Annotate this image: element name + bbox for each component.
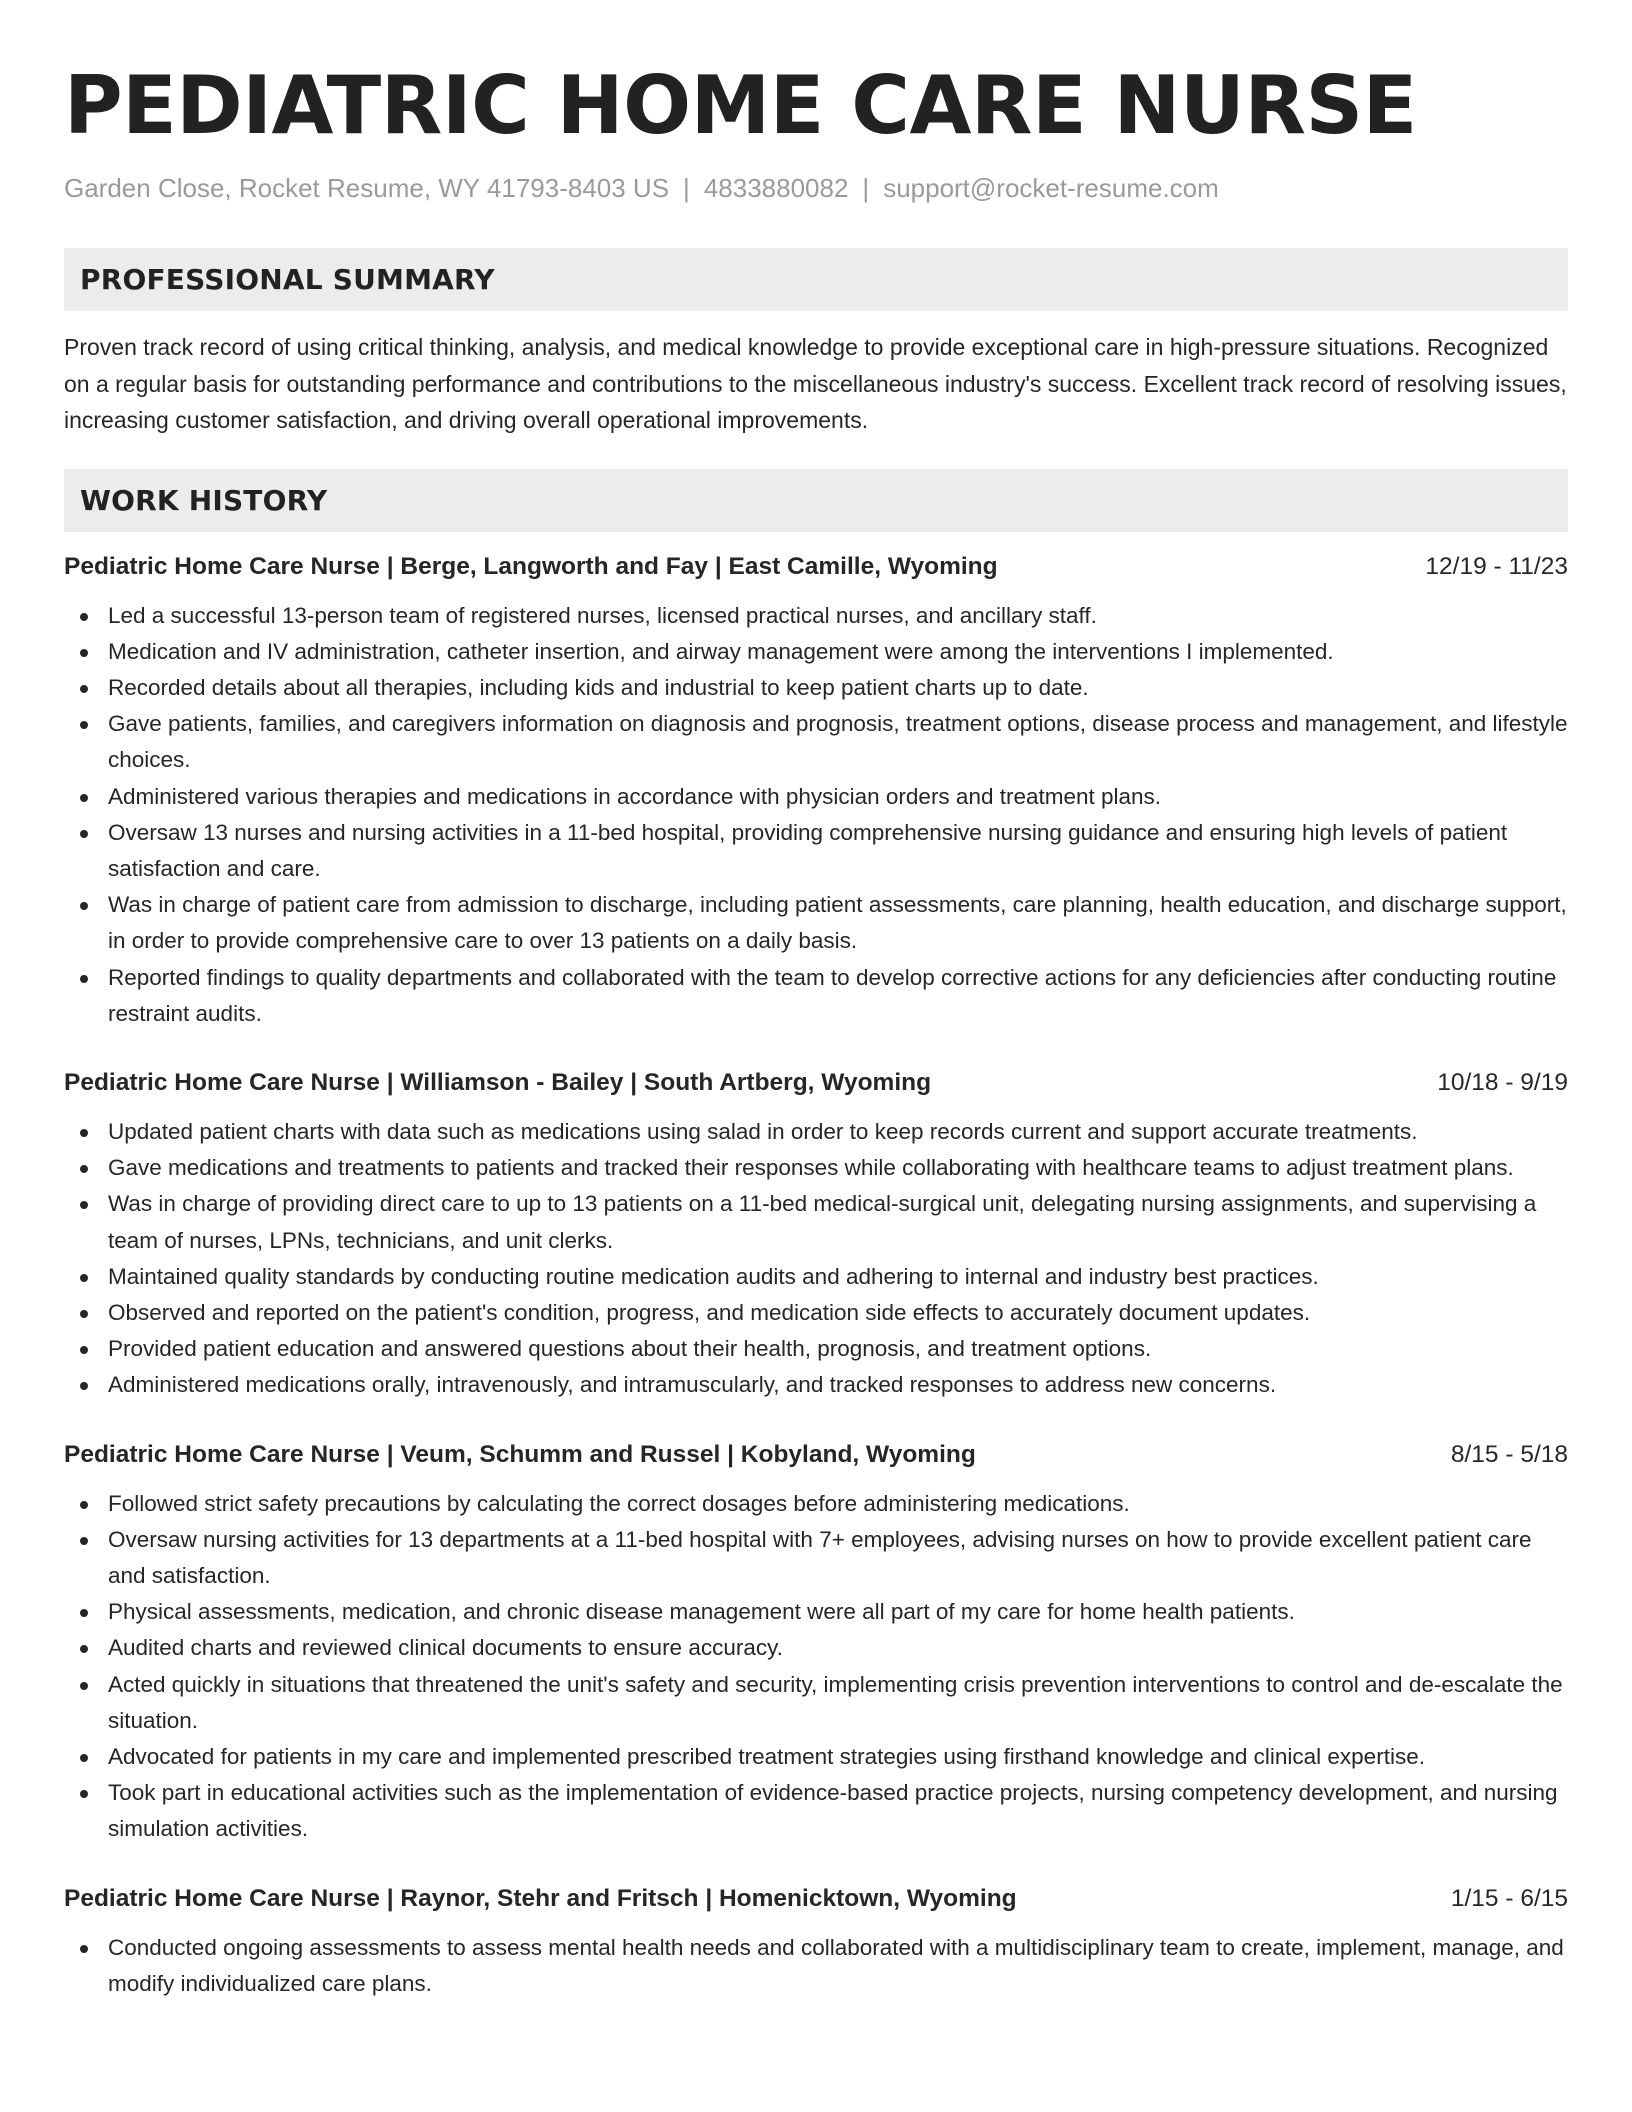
job-entry <box>64 1882 1568 2002</box>
contact-email: support@rocket-resume.com <box>883 173 1219 203</box>
job-header <box>64 1438 1568 1472</box>
job-bullet: Took part in educational activities such as the implementation of evidence-based practice projects, nursing competency development, and nursing simulation activities. <box>64 1775 1568 1847</box>
job-bullet: Administered various therapies and medications in accordance with physician orders and treatment plans. <box>64 779 1568 815</box>
job-bullets <box>64 1930 1568 2002</box>
job-bullet: Oversaw 13 nurses and nursing activities in a 11-bed hospital, providing comprehensive nursing guidance and ensuring high levels of patient satisfaction and care. <box>64 815 1568 887</box>
job-bullet: Recorded details about all therapies, including kids and industrial to keep patient charts up to date. <box>64 670 1568 706</box>
job-bullet: Gave medications and treatments to patients and tracked their responses while collaborating with healthcare teams to adjust treatment plans. <box>64 1150 1568 1186</box>
contact-line <box>64 172 1568 204</box>
job-bullet: Updated patient charts with data such as medications using salad in order to keep records current and support accurate treatments. <box>64 1114 1568 1150</box>
job-bullet: Led a successful 13-person team of registered nurses, licensed practical nurses, and ancillary staff. <box>64 598 1568 634</box>
job-bullet: Gave patients, families, and caregivers information on diagnosis and prognosis, treatment options, disease process and management, and lifestyle choices. <box>64 706 1568 778</box>
job-bullet: Followed strict safety precautions by calculating the correct dosages before administering medications. <box>64 1486 1568 1522</box>
job-bullet: Administered medications orally, intravenously, and intramuscularly, and tracked responses to address new concerns. <box>64 1367 1568 1403</box>
job-bullet: Advocated for patients in my care and implemented prescribed treatment strategies using firsthand knowledge and clinical expertise. <box>64 1739 1568 1775</box>
contact-address: Garden Close, Rocket Resume, WY 41793-8403 US <box>64 173 670 203</box>
job-bullets <box>64 1114 1568 1404</box>
job-entry <box>64 1066 1568 1404</box>
job-header <box>64 1066 1568 1100</box>
job-entry <box>64 550 1568 1032</box>
job-header <box>64 1882 1568 1916</box>
job-bullet: Oversaw nursing activities for 13 departments at a 11-bed hospital with 7+ employees, advising nurses on how to provide excellent patient care and satisfaction. <box>64 1522 1568 1594</box>
summary-section-header <box>64 248 1568 311</box>
job-dates: 8/15 - 5/18 <box>1450 1440 1568 1468</box>
work-section-header <box>64 469 1568 532</box>
job-title: Pediatric Home Care Nurse | Raynor, Stehr and Fritsch | Homenicktown, Wyoming <box>64 1884 1017 1912</box>
candidate-name: PEDIATRIC HOME CARE NURSE <box>64 59 1417 152</box>
job-dates: 1/15 - 6/15 <box>1450 1884 1568 1912</box>
work-heading: WORK HISTORY <box>80 483 328 517</box>
job-title: Pediatric Home Care Nurse | Berge, Langworth and Fay | East Camille, Wyoming <box>64 552 998 580</box>
job-bullet: Maintained quality standards by conducting routine medication audits and adhering to internal and industry best practices. <box>64 1259 1568 1295</box>
job-dates: 10/18 - 9/19 <box>1437 1068 1568 1096</box>
job-title: Pediatric Home Care Nurse | Veum, Schumm and Russel | Kobyland, Wyoming <box>64 1440 976 1468</box>
job-entry <box>64 1438 1568 1848</box>
job-bullet: Physical assessments, medication, and chronic disease management were all part of my care for home health patients. <box>64 1594 1568 1630</box>
job-bullet: Conducted ongoing assessments to assess mental health needs and collaborated with a multidisciplinary team to create, implement, manage, and modify individualized care plans. <box>64 1930 1568 2002</box>
resume-page <box>64 0 1568 2002</box>
job-bullet: Medication and IV administration, catheter insertion, and airway management were among the interventions I implemented. <box>64 634 1568 670</box>
contact-separator: | <box>862 173 870 203</box>
job-bullets <box>64 1486 1568 1848</box>
job-bullet: Reported findings to quality departments and collaborated with the team to develop corrective actions for any deficiencies after conducting routine restraint audits. <box>64 960 1568 1032</box>
summary-heading: PROFESSIONAL SUMMARY <box>80 263 495 296</box>
summary-text: Proven track record of using critical thinking, analysis, and medical knowledge to provide exceptional care in high-pressure situations. Recognized on a regular basis for outstanding performance and contributions to the miscellaneous industry's success. Excellent track record of resolving issues, increasing customer satisfaction, and driving overall operational improvements. <box>64 334 1567 433</box>
job-header <box>64 550 1568 584</box>
job-bullet: Provided patient education and answered questions about their health, prognosis, and treatment options. <box>64 1331 1568 1367</box>
job-dates: 12/19 - 11/23 <box>1425 552 1568 580</box>
job-bullet: Was in charge of patient care from admission to discharge, including patient assessments, care planning, health education, and discharge support, in order to provide comprehensive care to over 13 patients on a daily basis. <box>64 887 1568 959</box>
job-bullet: Acted quickly in situations that threatened the unit's safety and security, implementing crisis prevention interventions to control and de-escalate the situation. <box>64 1667 1568 1739</box>
job-bullets <box>64 598 1568 1032</box>
job-bullet: Was in charge of providing direct care to up to 13 patients on a 11-bed medical-surgical unit, delegating nursing assignments, and supervising a team of nurses, LPNs, technicians, and unit clerks. <box>64 1186 1568 1258</box>
job-bullet: Audited charts and reviewed clinical documents to ensure accuracy. <box>64 1630 1568 1666</box>
contact-phone: 4833880082 <box>703 173 849 203</box>
job-bullet: Observed and reported on the patient's condition, progress, and medication side effects to accurately document updates. <box>64 1295 1568 1331</box>
job-title: Pediatric Home Care Nurse | Williamson - Bailey | South Artberg, Wyoming <box>64 1068 932 1096</box>
contact-separator: | <box>683 173 690 203</box>
